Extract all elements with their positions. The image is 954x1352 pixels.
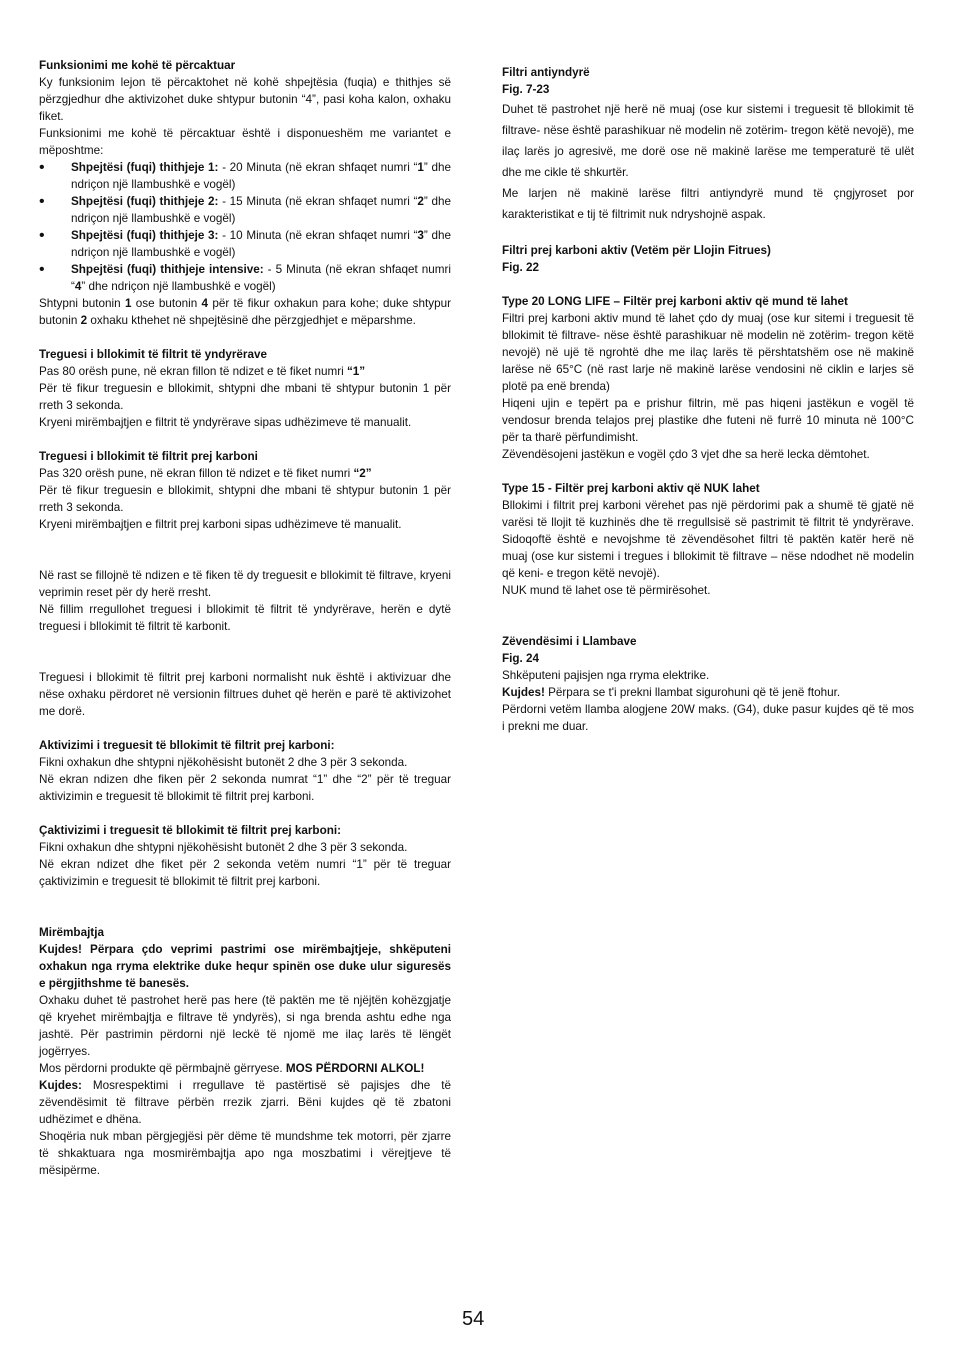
paragraph: Në ekran ndizen dhe fiken për 2 sekonda numrat “1” dhe “2” për të treguar aktivizimin e treguesit të bllokimit të filtrit prej karboni. xyxy=(39,773,451,803)
section-title: Mirëmbajtja xyxy=(39,926,104,939)
section-title: Filtri prej karboni aktiv (Vetëm për Llojin Fitrues) xyxy=(502,244,771,257)
paragraph: Ky funksionim lejon të përcaktohet në kohë shpejtësia (fuqia) e thithjes së përzgjedhur dhe aktivizohet duke shtypur butonin “4”, pasi koha kalon, oxhaku fiket. xyxy=(39,76,451,123)
bullet-item: • Shpejtësi (fuqi) thithjeje 1: - 20 Minuta (në ekran shfaqet numri “1” dhe ndriçon një llambushkë e vogël) xyxy=(39,159,451,191)
paragraph: Kujdes! Përpara se t'i prekni llambat sigurohuni që të jenë ftohur. xyxy=(502,686,841,699)
paragraph: Përdorni vetëm llamba alogjene 20W maks. (G4), duke pasur kujdes që të mos i prekni me duar. xyxy=(502,703,914,733)
paragraph: Për të fikur treguesin e bllokimit, shtypni dhe mbani të shtypur butonin 1 për rreth 3 sekonda. xyxy=(39,484,451,514)
section-title: Treguesi i bllokimit të filtrit të yndyrërave xyxy=(39,348,267,361)
paragraph: Për të fikur treguesin e bllokimit, shtypni dhe mbani të shtypur butonin 1 për rreth 3 sekonda. xyxy=(39,382,451,412)
paragraph: Treguesi i bllokimit të filtrit prej karboni normalisht nuk është i aktivizuar dhe nëse oxhaku përdoret në versionin filtrues duhet që herën e parë të aktivizohet me dorë. xyxy=(39,671,451,718)
paragraph: Zëvendësojeni jastëkun e vogël çdo 3 vjet dhe sa herë lecka dëmtohet. xyxy=(502,448,870,461)
paragraph: Shtypni butonin 1 ose butonin 4 për të fikur oxhakun para kohe; duke shtypur butonin 2 oxhaku kthehet në shpejtësinë dhe përzgjedhjet e mëparshme. xyxy=(39,297,452,327)
figure-ref: Fig. 22 xyxy=(502,261,540,274)
paragraph: Në fillim rregullohet treguesi i bllokimit të filtrit të yndyrërave, herën e dytë treguesi i bllokimit të filtrit të karbonit. xyxy=(39,603,451,633)
section-title: Funksionimi me kohë të përcaktuar xyxy=(39,59,236,72)
section-title: Zëvendësimi i Llambave xyxy=(502,635,637,648)
paragraph: Shkëputeni pajisjen nga rryma elektrike. xyxy=(502,669,710,682)
paragraph: Shoqëria nuk mban përgjegjësi për dëme të mundshme tek motorri, për zjarre të shkaktuara nga mosmirëmbajtja apo nga moszbatimi i vërejtjeve të mësipërme. xyxy=(39,1130,451,1177)
right-column xyxy=(502,64,914,735)
warning-paragraph: Kujdes! Përpara çdo veprimi pastrimi ose mirëmbajtjeje, shkëputeni oxhakun nga rryma elektrike duke hequr spinën ose duke ulur siguresës e përgjithshme të banesës. xyxy=(39,943,451,990)
paragraph: Me larjen në makinë larëse filtri antiyndyrë mund të çngjyroset por karakteristikat e tij të filtrimit nuk ndryshojnë aspak. xyxy=(502,187,914,221)
bullet-item: • Shpejtësi (fuqi) thithjeje intensive: - 5 Minuta (në ekran shfaqet numri “4” dhe ndriçon një llambushkë e vogël) xyxy=(39,261,451,293)
section-title: Çaktivizimi i treguesit të bllokimit të filtrit prej karboni: xyxy=(39,824,341,837)
paragraph: Fikni oxhakun dhe shtypni njëkohësisht butonët 2 dhe 3 për 3 sekonda. xyxy=(39,841,408,854)
paragraph: Në rast se fillojnë të ndizen e të fiken të dy treguesit e bllokimit të filtrave, kryeni veprimin reset për dy herë rresht. xyxy=(39,569,451,599)
paragraph: Në ekran ndizet dhe fiket për 2 sekonda vetëm numri “1” për të treguar çaktivizimin e treguesit të bllokimit të filtrit prej karboni. xyxy=(39,858,451,888)
paragraph: Kryeni mirëmbajtjen e filtrit të yndyrërave sipas udhëzimeve të manualit. xyxy=(39,416,412,429)
paragraph: Bllokimi i filtrit prej karboni vërehet pas një përdorimi pak a shumë të gjatë në varësi të llojit të kuzhinës dhe të rregullsisë së pastrimit të filtrit të yndyrërave. Sidoqoftë është e nevojshme të zëvendësohet filtri të paktën katër herë në muaj (ose kur sistemi i tregues i bllokimit të filtrave – nëse ndodhet në modelin që keni- e tregon këtë nevojë). xyxy=(502,499,914,580)
section-title: Aktivizimi i treguesit të bllokimit të filtrit prej karboni: xyxy=(39,739,335,752)
paragraph: Duhet të pastrohet një herë në muaj (ose kur sistemi i treguesit të bllokimit të filtrave- nëse është parashikuar në modelin në zotërim- tregon këtë nevojë), me ilaç larës jo agresivë, me dorë ose në makinë larëse me temperaturë të ulët dhe me cikle të shkurtër. xyxy=(502,103,914,179)
page-number: 54 xyxy=(462,1308,485,1330)
paragraph: Pas 80 orësh pune, në ekran fillon të ndizet e të fiket numri “1” xyxy=(39,365,366,378)
paragraph: Funksionimi me kohë të përcaktuar është i disponueshëm me variantet e mëposhtme: xyxy=(39,127,451,157)
bullet-item: • Shpejtësi (fuqi) thithjeje 2: - 15 Minuta (në ekran shfaqet numri “2” dhe ndriçon një llambushkë e vogël) xyxy=(39,193,451,225)
paragraph: Kujdes: Mosrespektimi i rregullave të pastërtisë së pajisjes dhe të zëvendësimit të filtrave përbën rrezik zjarri. Bëni kujdes që të zbatoni udhëzimet e dhëna. xyxy=(39,1079,451,1126)
section-title: Treguesi i bllokimit të filtrit prej karboni xyxy=(39,450,258,463)
paragraph: NUK mund të lahet ose të përmirësohet. xyxy=(502,584,711,597)
paragraph: Hiqeni ujin e tepërt pa e prishur filtrin, më pas hiqeni jastëkun e vogël të vendosur brenda telajos prej plastike dhe futeni në furrë 10 minuta në 100°C për ta tharë përfundimisht. xyxy=(502,397,914,444)
paragraph: Mos përdorni produkte që përmbajnë gërryese. MOS PËRDORNI ALKOL! xyxy=(39,1062,425,1075)
section-title: Type 15 - Filtër prej karboni aktiv që NUK lahet xyxy=(502,482,760,495)
section-title: Type 20 LONG LIFE – Filtër prej karboni aktiv që mund të lahet xyxy=(502,295,848,308)
paragraph: Pas 320 orësh pune, në ekran fillon të ndizet e të fiket numri “2” xyxy=(39,467,372,480)
figure-ref: Fig. 7-23 xyxy=(502,83,550,96)
paragraph: Filtri prej karboni aktiv mund të lahet çdo dy muaj (ose kur sitemi i treguesit të bllokimit të filtrave- nëse është parashikuar në modelin në zotërim- tregon këtë nevojë) në ujë të ngrohtë dhe me ilaç larës të përshtatshëm ose në makinë larëse në 65°C (në rast larje në makinë larëse vendosini në ciklin e larjes së plotë pa enë brenda) xyxy=(502,312,914,393)
bullet-item: • Shpejtësi (fuqi) thithjeje 3: - 10 Minuta (në ekran shfaqet numri “3” dhe ndriçon një llambushkë e vogël) xyxy=(39,227,451,259)
paragraph: Oxhaku duhet të pastrohet herë pas here (të paktën me të njëjtën kohëzgjatje që kryehet mirëmbajtja e filtrave të yndyrës), si nga brenda ashtu edhe nga jashtë. Për pastrimin përdorni një leckë të njomë me ilaç larës të lëngët jogërryes. xyxy=(39,994,451,1058)
paragraph: Fikni oxhakun dhe shtypni njëkohësisht butonët 2 dhe 3 për 3 sekonda. xyxy=(39,756,408,769)
left-column xyxy=(39,57,451,1179)
figure-ref: Fig. 24 xyxy=(502,652,540,665)
section-title: Filtri antiyndyrë xyxy=(502,66,590,79)
paragraph: Kryeni mirëmbajtjen e filtrit prej karboni sipas udhëzimeve të manualit. xyxy=(39,518,402,531)
